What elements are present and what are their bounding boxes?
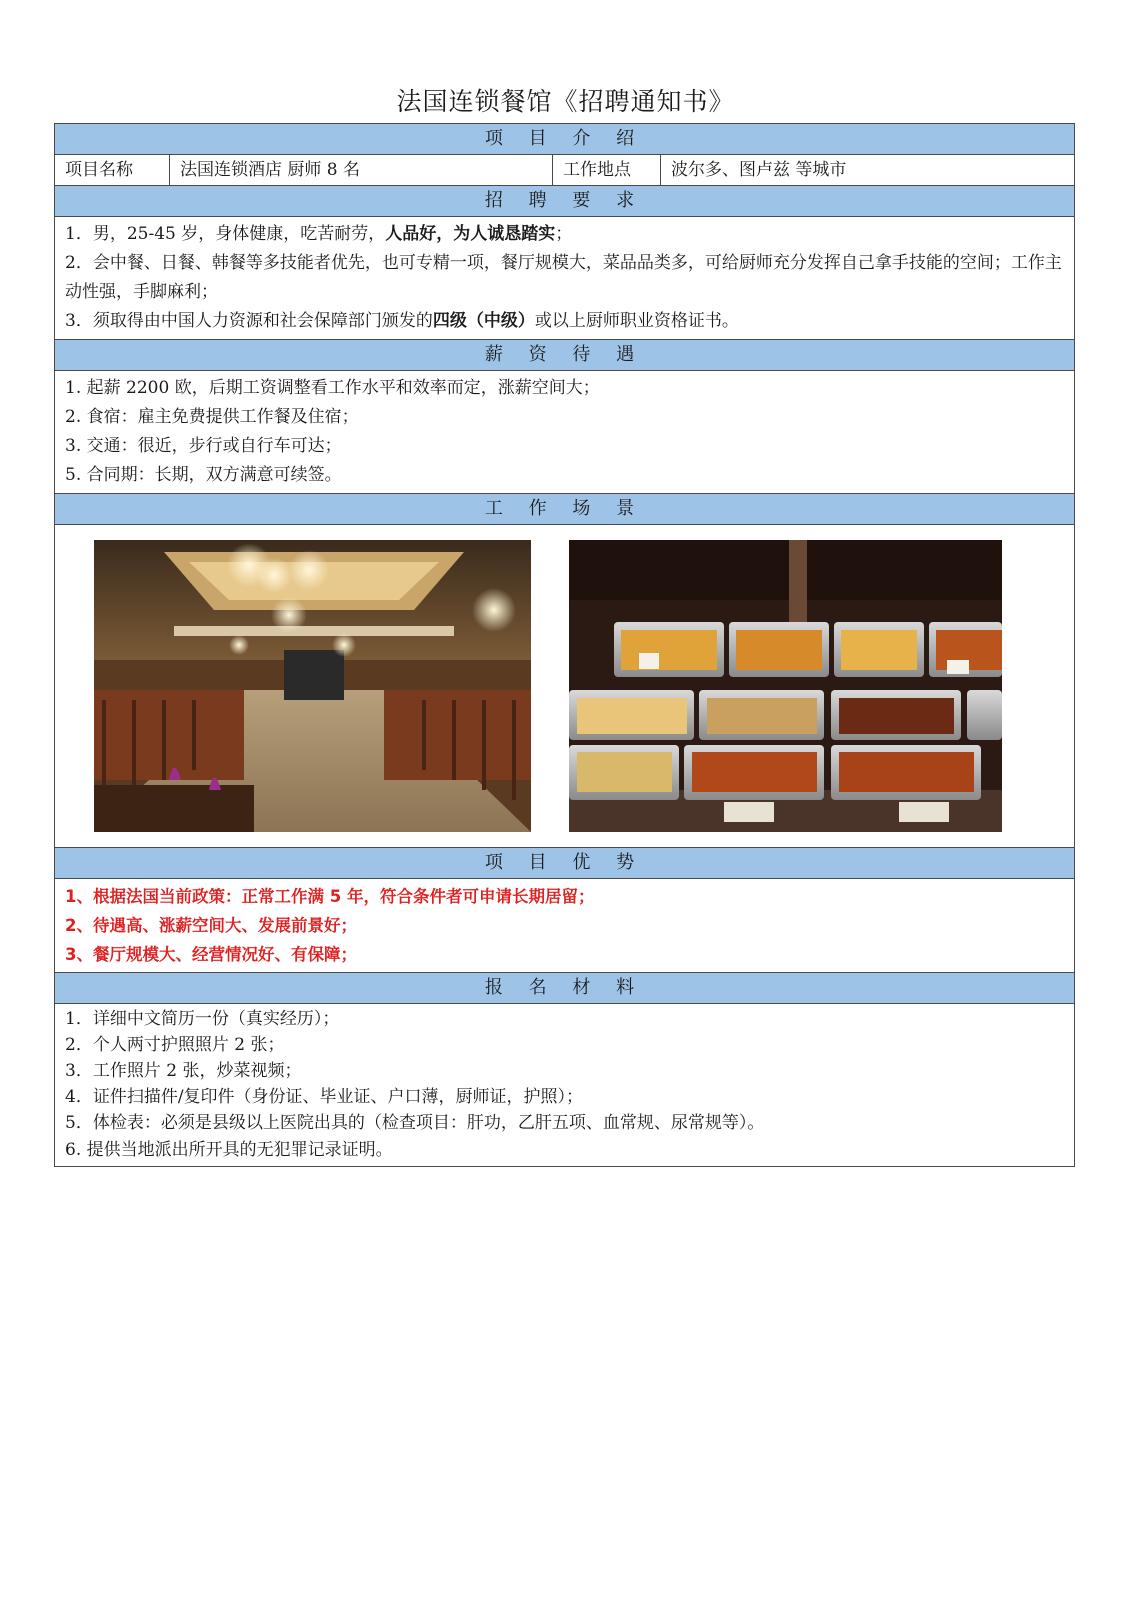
advantage-item: 3、餐厅规模大、经营情况好、有保障；: [65, 945, 357, 964]
section-header-scene: 工 作 场 景: [55, 493, 1074, 524]
advantage-item: 2、待遇高、涨薪空间大、发展前景好；: [65, 916, 357, 935]
salary-item: 3. 交通：很近，步行或自行车可达；: [65, 436, 342, 456]
location-value: 波尔多、图卢兹 等城市: [671, 160, 847, 180]
buffet-food-photo: [569, 540, 1002, 832]
section-header-intro: 项 目 介 绍: [55, 124, 1074, 154]
requirement-item: [65, 307, 1064, 336]
section-header-requirements: 招 聘 要 求: [55, 185, 1074, 216]
salary-list: [55, 370, 1074, 493]
requirement-item: 2．会中餐、日餐、韩餐等多技能者优先，也可专精一项，餐厅规模大，菜品品类多，可给厨师充分发挥自己拿手技能的空间；工作主动性强，手脚麻利；: [65, 253, 1062, 302]
salary-item: 1. 起薪 2200 欧，后期工资调整看工作水平和效率而定，涨薪空间大；: [65, 378, 600, 398]
material-item: 4．证件扫描件/复印件（身份证、毕业证、户口薄，厨师证，护照）；: [65, 1087, 584, 1107]
location-label: 工作地点: [553, 155, 661, 185]
requirement-text: 3．须取得由中国人力资源和社会保障部门颁发的: [65, 311, 433, 331]
requirement-bold-text: 人品好，为人诚恳踏实: [385, 224, 556, 244]
advantage-item: 1、根据法国当前政策：正常工作满 5 年，符合条件者可申请长期居留；: [65, 887, 595, 906]
salary-item: 2. 食宿：雇主免费提供工作餐及住宿；: [65, 407, 359, 427]
requirements-list: [55, 216, 1074, 339]
section-header-materials: 报 名 材 料: [55, 972, 1074, 1003]
material-item: 3．工作照片 2 张，炒菜视频；: [65, 1061, 302, 1081]
requirement-text: ；: [555, 224, 573, 244]
recruitment-table: [54, 123, 1075, 1167]
advantages-list: [55, 878, 1074, 972]
material-item: 2．个人两寸护照照片 2 张；: [65, 1035, 285, 1055]
materials-list: [55, 1003, 1074, 1166]
requirement-text: 或以上厨师职业资格证书。: [534, 311, 739, 331]
project-name-label: 项目名称: [55, 155, 170, 185]
document-title: 法国连锁餐馆《招聘通知书》: [396, 87, 735, 116]
material-item: 1．详细中文简历一份（真实经历）；: [65, 1009, 340, 1029]
material-item: 6. 提供当地派出所开具的无犯罪记录证明。: [65, 1140, 393, 1160]
material-item: 5．体检表：必须是县级以上医院出具的（检查项目：肝功，乙肝五项、血常规、尿常规等）。: [65, 1113, 765, 1133]
requirement-bold-text: 四级（中级）: [432, 311, 535, 331]
project-name-value: 法国连锁酒店 厨师 8 名: [170, 155, 553, 185]
section-header-advantages: 项 目 优 势: [55, 847, 1074, 878]
salary-item: 5. 合同期：长期，双方满意可续签。: [65, 465, 342, 485]
work-scene-photos: [55, 524, 1074, 847]
section-header-salary: 薪 资 待 遇: [55, 339, 1074, 370]
requirement-item: [65, 220, 1064, 249]
restaurant-hall-photo: [94, 540, 531, 832]
project-info-row: [55, 154, 1074, 185]
requirement-text: 1．男，25-45 岁，身体健康，吃苦耐劳，: [65, 224, 386, 244]
